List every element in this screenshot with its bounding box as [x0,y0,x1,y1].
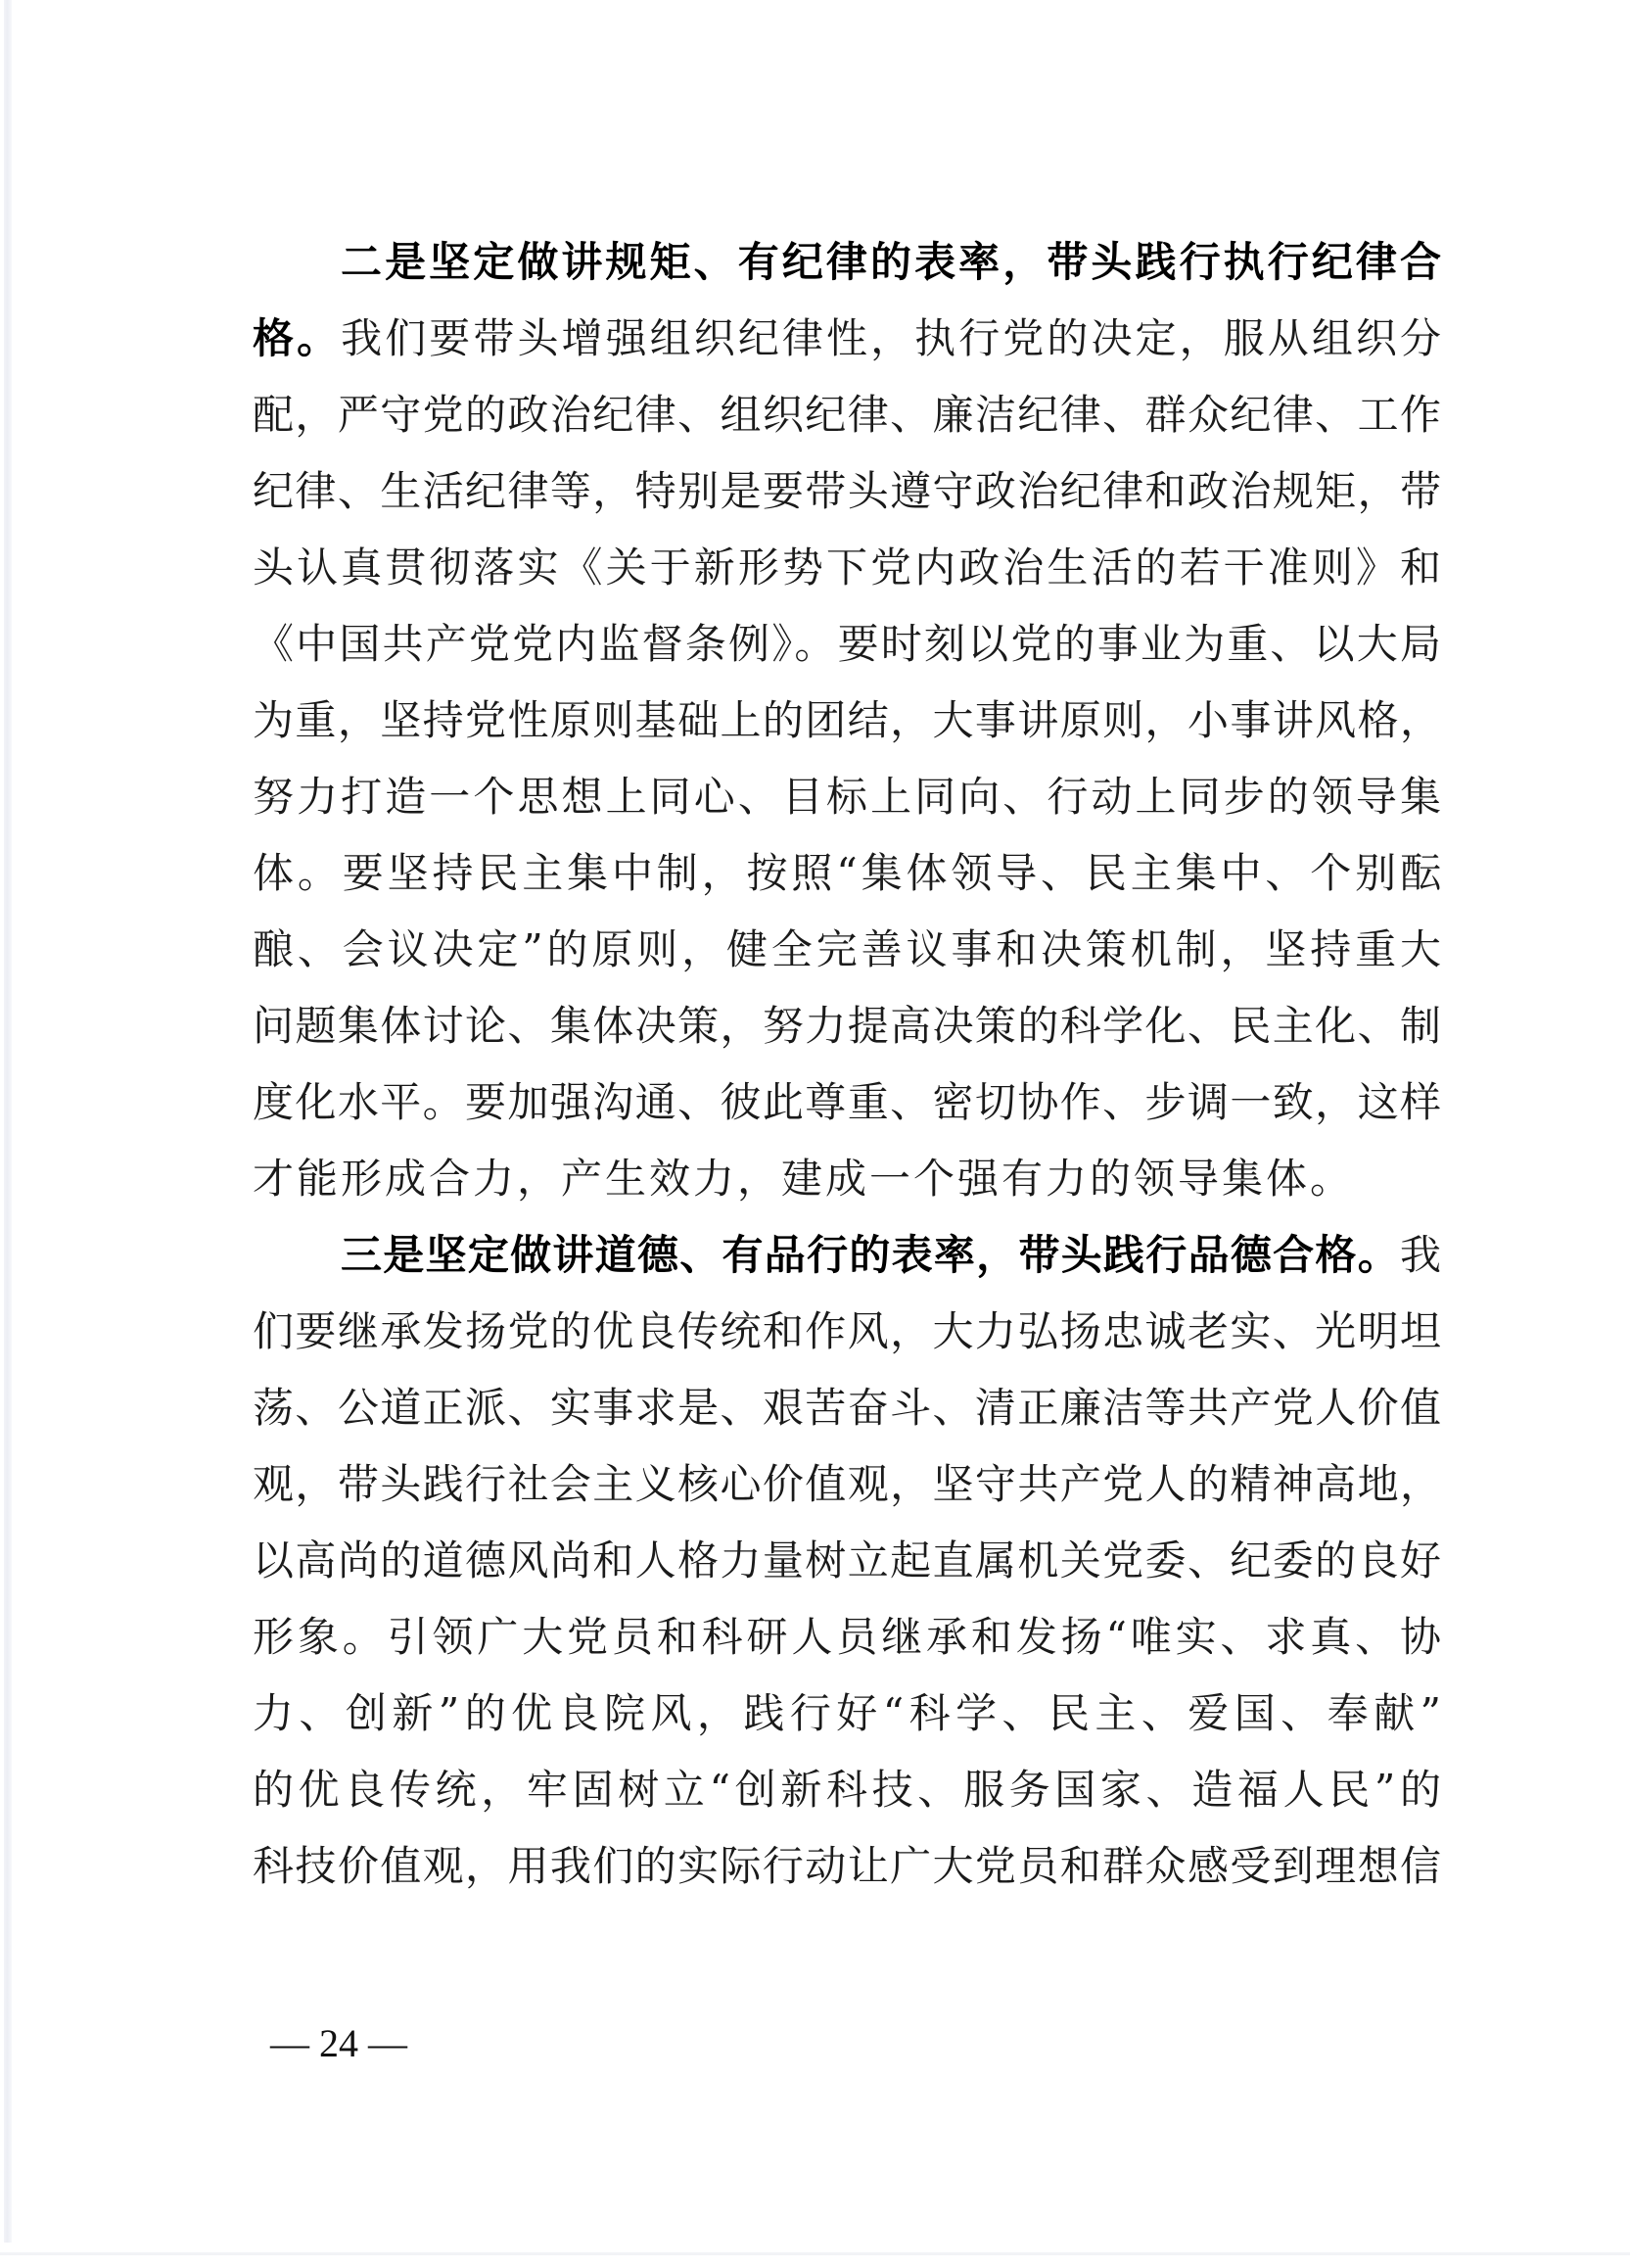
text-line: 们要继承发扬党的优良传统和作风，大力弘扬忠诚老实、光明坦 [253,1307,1441,1355]
paragraph-heading-end: 格。 [253,314,342,362]
text-line: 度化水平。要加强沟通、彼此尊重、密切协作、步调一致，这样 [253,1078,1441,1126]
paragraph-heading: 三是坚定做讲道德、有品行的表率，带头践行品德合格。 [341,1231,1400,1279]
text-line: 荡、公道正派、实事求是、艰苦奋斗、清正廉洁等共产党人价值 [253,1384,1441,1432]
text-line: 的优良传统，牢固树立“创新科技、服务国家、造福人民”的 [253,1766,1441,1814]
text-line: 体。要坚持民主集中制，按照“集体领导、民主集中、个别酝 [253,849,1441,897]
text-line: 以高尚的道德风尚和人格力量树立起直属机关党委、纪委的良好 [253,1536,1441,1584]
text-line: 头认真贯彻落实《关于新形势下党内政治生活的若干准则》和 [253,543,1441,591]
paragraph-heading: 二是坚定做讲规矩、有纪律的表率，带头践行执行纪律合 [341,238,1441,286]
text-line: 《中国共产党党内监督条例》。要时刻以党的事业为重、以大局 [253,620,1441,668]
text-line: 努力打造一个思想上同心、目标上同向、行动上同步的领导集 [253,773,1441,821]
text-line [341,233,1441,292]
page-number: — 24 — [270,2021,407,2065]
text-line: 才能形成合力，产生效力，建成一个强有力的领导集体。 [253,1155,1355,1203]
text-line: 观，带头践行社会主义核心价值观，坚守共产党人的精神高地， [253,1460,1441,1508]
text-line: 问题集体讨论、集体决策，努力提高决策的科学化、民主化、制 [253,1002,1441,1050]
text-line: 为重，坚持党性原则基础上的团结，大事讲原则，小事讲风格， [253,696,1441,744]
text-line: 纪律、生活纪律等，特别是要带头遵守政治纪律和政治规矩，带 [253,467,1441,515]
scan-edge-bottom [0,2252,1630,2255]
text-line: 形象。引领广大党员和科研人员继承和发扬“唯实、求真、协 [253,1613,1441,1661]
text-line: 格。我们要带头增强组织纪律性，执行党的决定，服从组织分 [253,314,1441,362]
text-line: 力、创新”的优良院风，践行好“科学、民主、爱国、奉献” [253,1689,1441,1737]
scan-edge-left [4,0,12,2243]
text-line: 科技价值观，用我们的实际行动让广大党员和群众感受到理想信 [253,1842,1441,1890]
text-line: 酿、会议决定”的原则，健全完善议事和决策机制，坚持重大 [253,925,1441,973]
text-line: 三是坚定做讲道德、有品行的表率，带头践行品德合格。我 [341,1231,1441,1279]
text-line: 配，严守党的政治纪律、组织纪律、廉洁纪律、群众纪律、工作 [253,391,1441,439]
